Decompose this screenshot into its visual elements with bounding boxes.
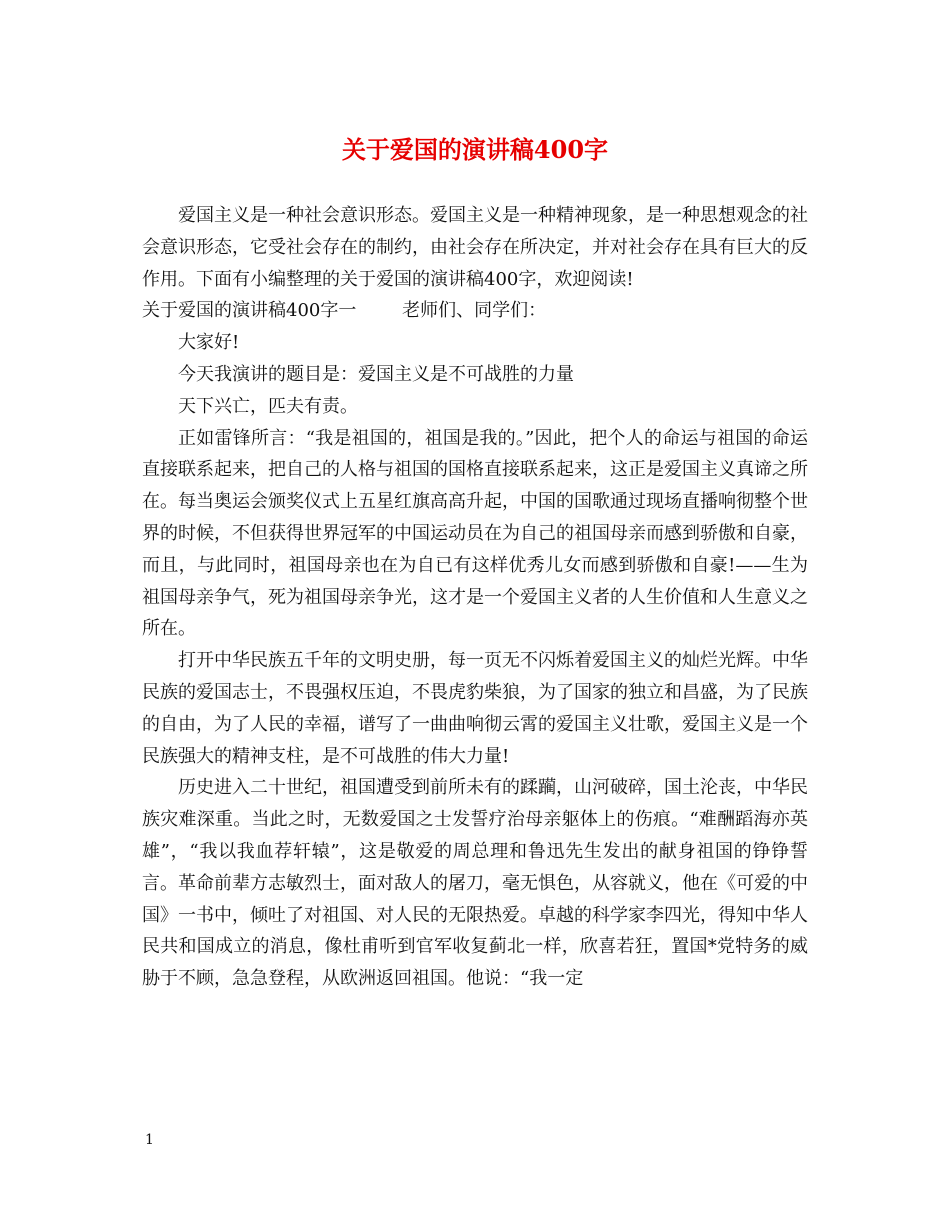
paragraph-history-book: 打开中华民族五千年的文明史册，每一页无不闪烁着爱国主义的灿烂光辉。中华民族的爱国志士，不畏强权压迫，不畏虎豹柴狼，为了国家的独立和昌盛，为了民族的自由，为了人民的幸福，谱写了一曲曲响彻云霄的爱国主义壮歌，爱国主义是一个民族强大的精神支柱，是不可战胜的伟大力量! <box>142 650 808 767</box>
paragraph-leifeng: 正如雷锋所言：“我是祖国的，祖国是我的。”因此，把个人的命运与祖国的命运直接联系起来，把自己的人格与祖国的国格直接联系起来，这正是爱国主义真谛之所在。每当奥运会颁奖仪式上五星红旗高高升起，中国的国歌通过现场直播响彻整个世界的时候，不但获得世界冠军的中国运动员在为自己的祖国母亲而感到骄傲和自豪，而且，与此同时，祖国母亲也在为自已有这样优秀儿女而感到骄傲和自豪!——生为祖国母亲争气，死为祖国母亲争光，这才是一个爱国主义者的人生价值和人生意义之所在。 <box>142 427 808 640</box>
paragraph-speech-heading: 关于爱国的演讲稿400字一 老师们、同学们： <box>142 300 547 322</box>
paragraph-topic: 今天我演讲的题目是：爱国主义是不可战胜的力量 <box>178 363 574 385</box>
page-number: 1 <box>145 1132 154 1148</box>
document-body <box>142 200 808 995</box>
paragraph-intro: 爱国主义是一种社会意识形态。爱国主义是一种精神现象，是一种思想观念的社会意识形态，它受社会存在的制约，由社会存在所决定，并对社会存在具有巨大的反作用。下面有小编整理的关于爱国的演讲稿400字，欢迎阅读! <box>142 205 808 290</box>
paragraph-twentieth-century: 历史进入二十世纪，祖国遭受到前所未有的蹂躏，山河破碎，国土沦丧，中华民族灾难深重。当此之时，无数爱国之士发誓疗治母亲躯体上的伤痕。“难酬蹈海亦英雄”，“我以我血荐轩辕”，这是敬爱的周总理和鲁迅先生发出的献身祖国的铮铮誓言。革命前辈方志敏烈士，面对敌人的屠刀，毫无惧色，从容就义，他在《可爱的中国》一书中，倾吐了对祖国、对人民的无限热爱。卓越的科学家李四光，得知中华人民共和国成立的消息，像杜甫听到官军收复蓟北一样，欣喜若狂，置国*党特务的威胁于不顾，急急登程，从欧洲返回祖国。他说：“我一定 <box>142 777 808 990</box>
paragraph-greeting: 大家好! <box>178 332 240 354</box>
document-title: 关于爱国的演讲稿400字 <box>341 135 609 164</box>
paragraph-proverb: 天下兴亡，匹夫有责。 <box>178 395 358 417</box>
